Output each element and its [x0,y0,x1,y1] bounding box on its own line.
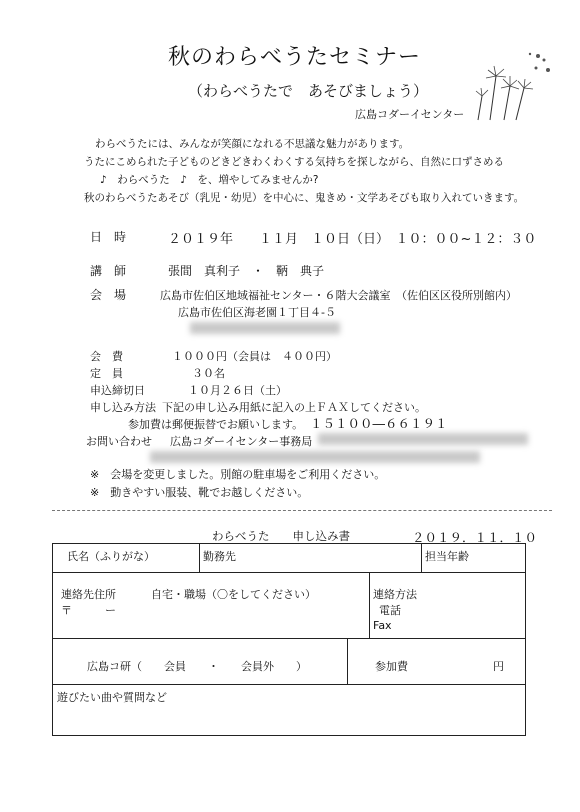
venue-label: 会 場 [90,288,127,302]
intro-line-3: ♪ わらべうた ♪ を、増やしてみませんか? [100,174,319,186]
intro-line-2: うたにこめられた子どものどきどきわくわくする気持ちを探しながら、自然に口ずさめる [84,156,504,168]
form-title: わらべうた 申し込み書 [212,529,350,543]
intro-line-1: わらべうたには、みんなが笑顔になれる不思議な魅力があります。 [95,138,410,150]
form-date: ２０１９．１１．１０ [412,530,538,545]
venue-value: 広島市佐伯区地域福祉センター・６階大会議室 （佐伯区区役所別館内） [160,289,518,302]
workplace-field-label: 勤務先 [203,550,236,563]
datetime-value: ２０１９年 １１月 １０日（日） １０：００~１２：３０ [168,232,537,247]
deadline-value: １０月２６日（土） [188,384,287,397]
contact-label: お問い合わせ [86,435,152,448]
venue-address: 広島市佐伯区海老園１丁目４-５ [178,306,336,319]
intro-line-4: 秋のわらべうたあそび（乳児・幼児）を中心に、鬼きめ・文学あそびも取り入れていきます。 [84,192,525,204]
page-subtitle: （わらべうたで あそびましょう） [188,82,429,100]
note-clothing: ※ 動きやすい服装、靴でお越しください。 [90,486,309,499]
datetime-label: 日 時 [90,230,127,244]
capacity-value: ３０名 [192,367,225,380]
redacted-phone [190,322,340,334]
capacity-label: 定 員 [90,367,123,380]
method-label: 申し込み方法 [90,401,156,414]
requests-field-label: 遊びたい曲や質問など [57,691,167,704]
lecturer-label: 講 師 [90,264,127,278]
home-work-choice: 自宅・職場（〇をしてください） [151,588,316,601]
membership-choice: 広島コ研（ 会員 ・ 会員外 ） [87,660,307,673]
transfer-number: １５１００―６６１９１ [310,416,448,431]
redacted-contact-2 [150,451,480,463]
note-venue-change: ※ 会場を変更しました。別館の駐車場をご利用ください。 [90,468,386,481]
transfer-text: 参加費は郵便振替でお願いします。 [128,418,304,431]
fee-field-label: 参加費 [375,660,408,673]
deadline-label: 申込締切日 [90,384,145,397]
fax-label: Fax [373,619,392,632]
redacted-contact [318,433,528,445]
method-value: 下記の申し込み用紙に記入の上ＦＡＸしてください。 [162,401,426,414]
lecturer-value: 張間 真利子 ・ 鞆 典子 [168,264,325,278]
application-form [52,543,526,736]
yen-unit: 円 [493,660,504,673]
postal-code-mark: 〒 ー [61,604,116,617]
contact-value: 広島コダーイセンター事務局 [170,435,313,448]
organizer-name: 広島コダーイセンター [355,108,465,121]
fee-value: １０００円（会員は ４００円） [172,350,337,363]
cut-line [52,510,552,511]
contact-method-label: 連絡方法 [373,588,417,601]
grade-field-label: 担当年齢 [425,550,469,563]
flower-illustration-icon [468,46,558,122]
page-title: 秋のわらべうたセミナー [168,45,422,70]
phone-label: 電話 [379,604,401,617]
address-field-label: 連絡先住所 [61,588,116,601]
name-field-label: 氏名（ふりがな） [67,550,155,563]
fee-label: 会 費 [90,350,123,363]
